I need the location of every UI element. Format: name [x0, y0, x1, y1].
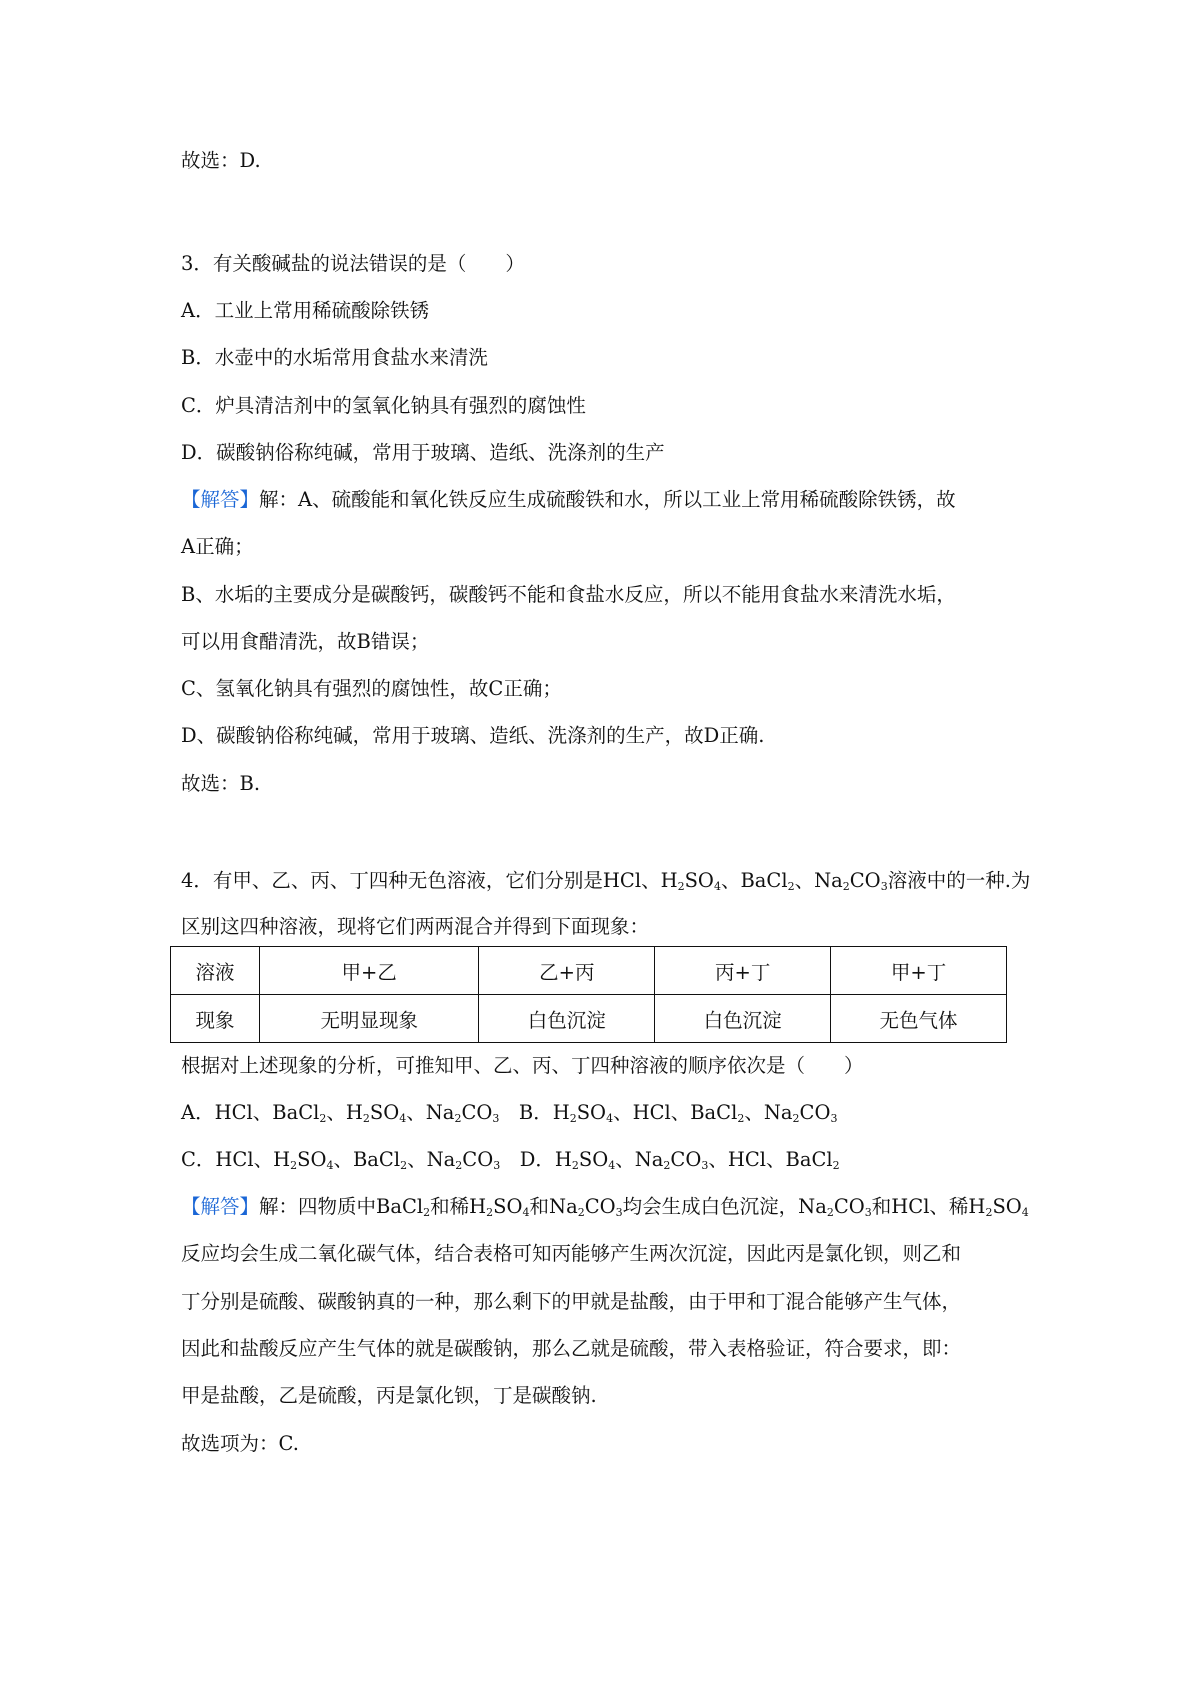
table-row — [171, 995, 1007, 1043]
q3-conclusion: 故选：B. — [181, 772, 261, 795]
table-cell: 丙+丁 — [655, 947, 831, 995]
q3-option-d: D．碳酸钠俗称纯碱，常用于玻璃、造纸、洗涤剂的生产 — [181, 441, 665, 464]
q3-answer-line: A正确； — [181, 535, 254, 558]
answer-tag: 【解答】 — [181, 488, 260, 511]
q3-answer-line: B、水垢的主要成分是碳酸钙，碳酸钙不能和食盐水反应，所以不能用食盐水来清洗水垢， — [181, 583, 956, 606]
q4-answer-line: 反应均会生成二氧化碳气体，结合表格可知丙能够产生两次沉淀，因此丙是氯化钡，则乙和 — [181, 1242, 962, 1265]
table-row — [171, 947, 1007, 995]
q3-option-b: B．水壶中的水垢常用食盐水来清洗 — [181, 346, 488, 369]
question-4-question: 根据对上述现象的分析，可推知甲、乙、丙、丁四种溶液的顺序依次是（ ） — [181, 1054, 864, 1077]
q4-conclusion: 故选项为：C. — [181, 1432, 299, 1455]
table-cell: 白色沉淀 — [479, 995, 655, 1043]
table-cell: 现象 — [171, 995, 260, 1043]
q3-option-c: C．炉具清洁剂中的氢氧化钠具有强烈的腐蚀性 — [181, 394, 586, 417]
answer-tag: 【解答】 — [181, 1195, 260, 1218]
q3-option-a: A．工业上常用稀硫酸除铁锈 — [181, 299, 430, 322]
q4-options-ab: A．HCl、BaCl$_2$、$H_2SO_4$、$Na_2CO_3$ B．$H_2SO_4$、HCl、BaCl$_2$、$Na_2CO_3$ — [181, 1101, 838, 1125]
q4-answer-line: 丁分别是硫酸、碳酸钠真的一种，那么剩下的甲就是盐酸，由于甲和丁混合能够产生气体， — [181, 1290, 962, 1313]
previous-answer-conclusion: 故选：D. — [181, 149, 261, 172]
q3-answer-line — [181, 486, 956, 514]
table-cell: 溶液 — [171, 947, 260, 995]
q3-answer-line: 可以用食醋清洗，故B错误； — [181, 630, 430, 653]
table-cell: 甲+乙 — [260, 947, 479, 995]
q3-answer-line: D、碳酸钠俗称纯碱，常用于玻璃、造纸、洗涤剂的生产，故D正确. — [181, 724, 765, 747]
table-cell: 白色沉淀 — [655, 995, 831, 1043]
table-cell: 无明显现象 — [260, 995, 479, 1043]
q3-answer-line: C、氢氧化钠具有强烈的腐蚀性，故C正确； — [181, 677, 562, 700]
q4-answer-line: 因此和盐酸反应产生气体的就是碳酸钠，那么乙就是硫酸，带入表格验证，符合要求，即： — [181, 1337, 962, 1360]
table-cell: 乙+丙 — [479, 947, 655, 995]
question-4-stem-line1: 4．有甲、乙、丙、丁四种无色溶液，它们分别是HCl、$H_2SO_4$、BaCl$_2$、$Na_2CO_3$溶液中的一种.为 — [181, 869, 1031, 893]
table-cell: 无色气体 — [831, 995, 1007, 1043]
q4-options-cd: C．HCl、$H_2SO_4$、BaCl$_2$、$Na_2CO_3$ D．$H_2SO_4$、$Na_2CO_3$、HCl、BaCl$_2$ — [181, 1148, 840, 1172]
question-3-stem: 3．有关酸碱盐的说法错误的是（ ） — [181, 252, 525, 275]
table-cell: 甲+丁 — [831, 947, 1007, 995]
q3-answer-text: 解：A、硫酸能和氧化铁反应生成硫酸铁和水，所以工业上常用稀硫酸除铁锈，故 — [259, 488, 956, 511]
q4-answer-line: 【解答】解：四物质中BaCl$_2$和稀$H_2SO_4$和$Na_2CO_3$均会生成白色沉淀，$Na_2CO_3$和HCl、稀$H_2SO_4$ — [181, 1195, 1029, 1219]
observation-table — [170, 946, 1007, 1043]
q4-answer-line: 甲是盐酸，乙是硫酸，丙是氯化钡，丁是碳酸钠. — [181, 1384, 597, 1407]
question-4-stem-line2: 区别这四种溶液，现将它们两两混合并得到下面现象： — [181, 915, 650, 938]
